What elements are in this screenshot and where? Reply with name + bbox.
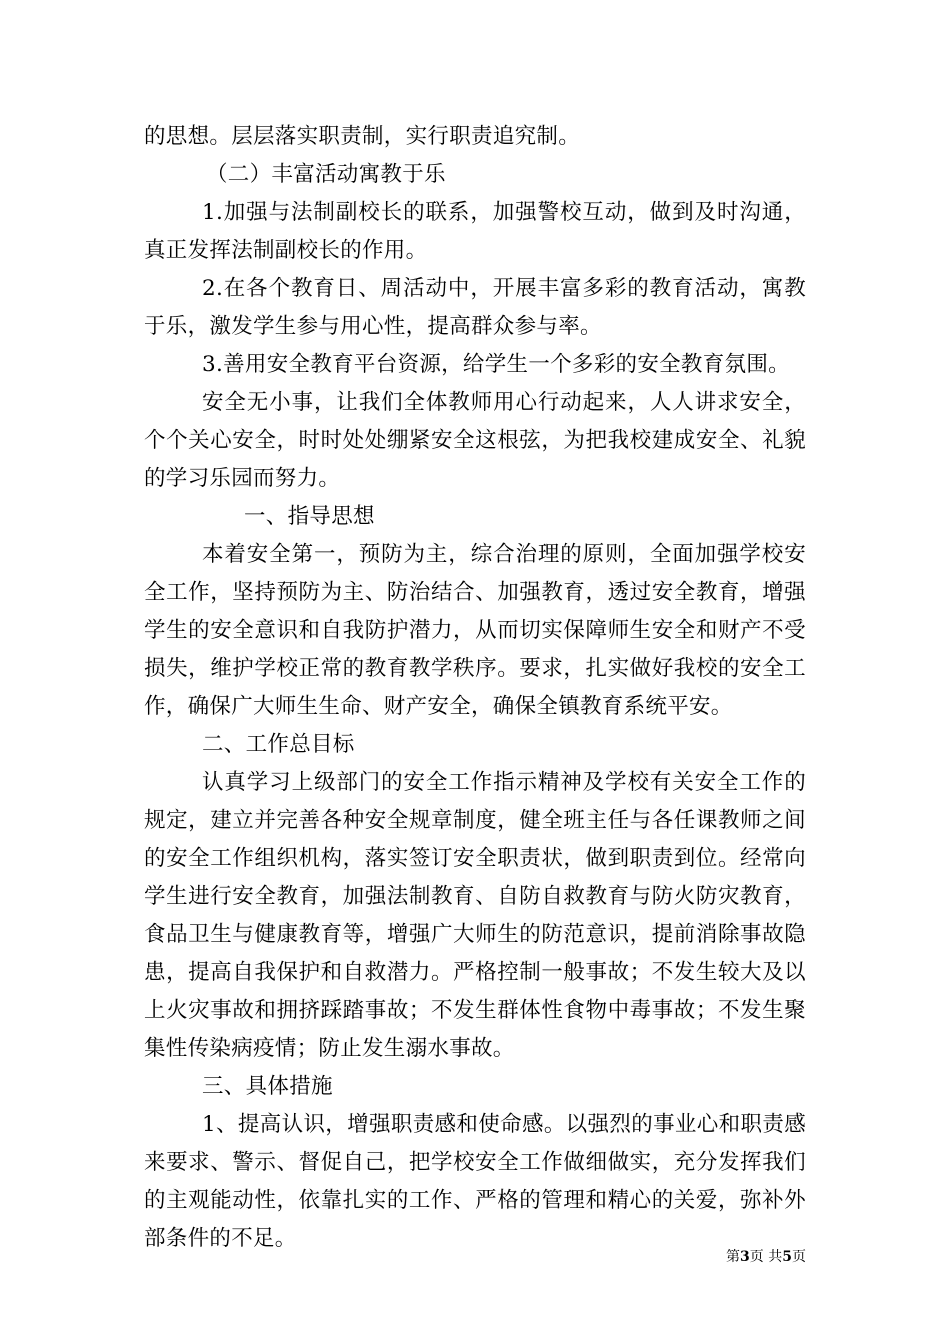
footer-prefix: 第 bbox=[726, 1249, 741, 1265]
list-item: 3.善用安全教育平台资源，给学生一个多彩的安全教育氛围。 bbox=[202, 352, 790, 377]
section-heading: 三、具体措施 bbox=[202, 1074, 333, 1099]
section-heading: 一、指导思想 bbox=[244, 504, 375, 529]
page-footer bbox=[726, 1246, 806, 1266]
current-page-number: 3 bbox=[740, 1249, 750, 1265]
paragraph: 认真学习上级部门的安全工作指示精神及学校有关安全工作的规定，建立并完善各种安全规章制度，健全班主任与各任课教师之间的安全工作组织机构，落实签订安全职责状，做到职责到位。经常向学生进行安全教育，加强法制教育、自防自救教育与防火防灾教育，食品卫生与健康教育等，增强广大师生的防范意识，提前消除事故隐患，提高自我保护和自救潜力。严格控制一般事故；不发生较大及以上火灾事故和拥挤踩踏事故；不发生群体性食物中毒事故；不发生聚集性传染病疫情；防止发生溺水事故。 bbox=[144, 770, 806, 1061]
paragraph: 安全无小事，让我们全体教师用心行动起来，人人讲求安全，个个关心安全，时时处处绷紧安全这根弦，为把我校建成安全、礼貌的学习乐园而努力。 bbox=[144, 390, 806, 491]
list-item: 2.在各个教育日、周活动中，开展丰富多彩的教育活动，寓教于乐，激发学生参与用心性，提高群众参与率。 bbox=[144, 276, 806, 339]
total-page-number: 5 bbox=[782, 1249, 792, 1265]
document-body bbox=[144, 118, 806, 1258]
footer-middle: 页 共 bbox=[749, 1249, 783, 1265]
subsection-heading: （二）丰富活动寓教于乐 bbox=[206, 162, 446, 187]
footer-suffix: 页 bbox=[792, 1249, 806, 1265]
paragraph-continuation: 的思想。层层落实职责制，实行职责追究制。 bbox=[144, 124, 581, 149]
section-heading: 二、工作总目标 bbox=[202, 732, 355, 757]
paragraph: 1、提高认识，增强职责感和使命感。以强烈的事业心和职责感来要求、警示、督促自己，把学校安全工作做细做实，充分发挥我们的主观能动性，依靠扎实的工作、严格的管理和精心的关爱，弥补外部条件的不足。 bbox=[144, 1112, 806, 1251]
paragraph: 本着安全第一，预防为主，综合治理的原则，全面加强学校安全工作，坚持预防为主、防治结合、加强教育，透过安全教育，增强学生的安全意识和自我防护潜力，从而切实保障师生安全和财产不受损失，维护学校正常的教育教学秩序。要求，扎实做好我校的安全工作，确保广大师生生命、财产安全，确保全镇教育系统平安。 bbox=[144, 542, 806, 719]
list-item: 1.加强与法制副校长的联系，加强警校互动，做到及时沟通，真正发挥法制副校长的作用。 bbox=[144, 200, 806, 263]
